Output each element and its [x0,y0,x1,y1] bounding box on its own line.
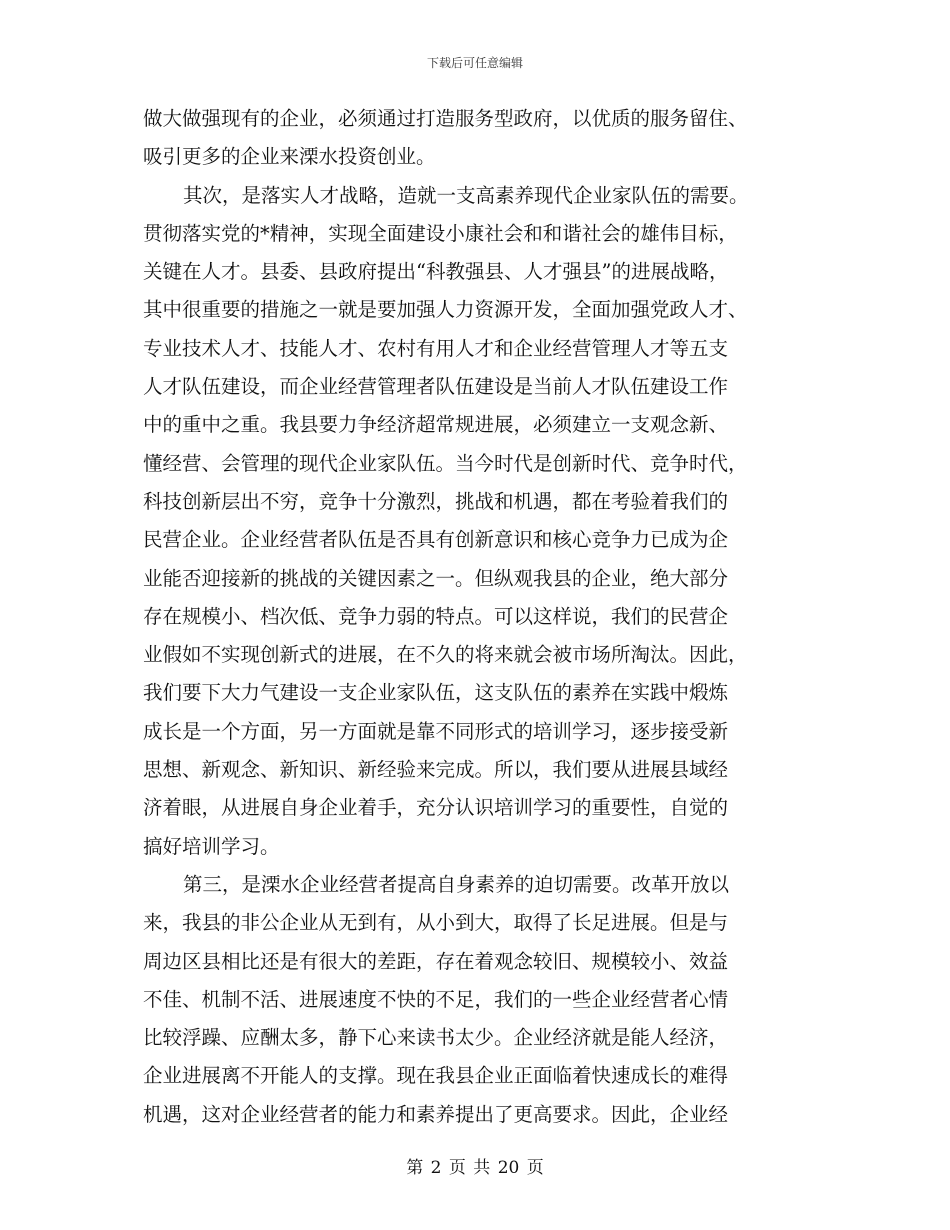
text-line: 业假如不实现创新式的进展，在不久的将来就会被市场所淘汰。因此， [143,643,748,667]
text-line: 搞好培训学习。 [143,834,280,858]
text-line: 民营企业。企业经营者队伍是否具有创新意识和核心竞争力已成为企 [143,528,729,552]
text-line: 关键在人才。县委、县政府提出“科教强县、人才强县”的进展战略， [143,260,729,284]
text-line: 不佳、机制不活、进展速度不快的不足，我们的一些企业经营者心情 [143,987,729,1011]
text-line: 来，我县的非公企业从无到有，从小到大，取得了长足进展。但是与 [143,911,729,935]
text-line: 贯彻落实党的*精神，实现全面建设小康社会和和谐社会的雄伟目标， [143,221,738,245]
page-footer: 第 2 页 共 20 页 [406,1158,544,1178]
text-line: 懂经营、会管理的现代企业家队伍。当今时代是创新时代、竞争时代， [143,451,748,475]
text-line: 吸引更多的企业来溧水投资创业。 [143,145,436,169]
text-line: 我们要下大力气建设一支企业家队伍，这支队伍的素养在实践中煅炼 [143,681,729,705]
text-line: 企业进展离不开能人的支撑。现在我县企业正面临着快速成长的难得 [143,1064,729,1088]
text-line: 比较浮躁、应酬太多，静下心来读书太少。企业经济就是能人经济， [143,1026,729,1050]
text-line: 科技创新层出不穷，竞争十分激烈，挑战和机遇，都在考验着我们的 [143,489,729,513]
text-line: 第三，是溧水企业经营者提高自身素养的迫切需要。改革开放以 [183,872,730,896]
document-body [143,100,815,1134]
page-header: 下载后可任意编辑 [426,56,523,70]
text-line: 其中很重要的措施之一就是要加强人力资源开发，全面加强党政人才、 [143,298,748,322]
text-line: 中的重中之重。我县要力争经济超常规进展，必须建立一支观念新、 [143,413,729,437]
text-line: 周边区县相比还是有很大的差距，存在着观念较旧、规模较小、效益 [143,949,729,973]
text-line: 成长是一个方面，另一方面就是靠不同形式的培训学习，逐步接受新 [143,719,729,743]
text-line: 思想、新观念、新知识、新经验来完成。所以，我们要从进展县域经 [143,758,729,782]
text-line: 济着眼，从进展自身企业着手，充分认识培训学习的重要性，自觉的 [143,796,729,820]
text-line: 业能否迎接新的挑战的关键因素之一。但纵观我县的企业，绝大部分 [143,566,729,590]
text-line: 其次，是落实人才战略，造就一支高素养现代企业家队伍的需要。 [183,183,749,207]
text-line: 做大做强现有的企业，必须通过打造服务型政府，以优质的服务留住、 [143,107,748,130]
text-line: 存在规模小、档次低、竞争力弱的特点。可以这样说，我们的民营企 [143,604,729,628]
text-line: 人才队伍建设，而企业经营管理者队伍建设是当前人才队伍建设工作 [143,375,729,399]
text-line: 专业技术人才、技能人才、农村有用人才和企业经营管理人才等五支 [143,336,729,360]
text-line: 机遇，这对企业经营者的能力和素养提出了更高要求。因此，企业经 [143,1102,729,1126]
